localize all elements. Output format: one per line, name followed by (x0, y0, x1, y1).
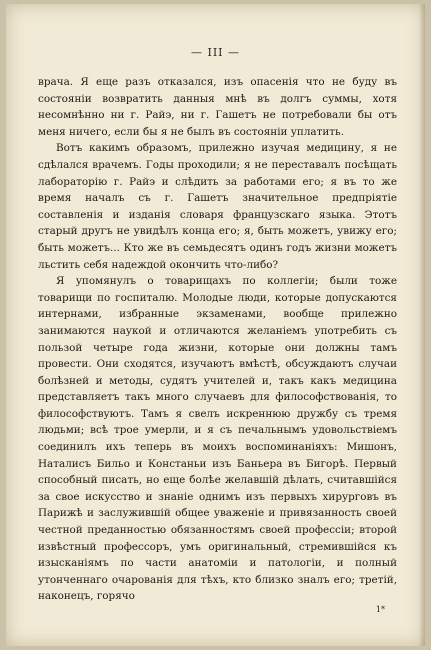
signature-mark: 1* (375, 605, 385, 614)
body-text (38, 74, 397, 605)
page-number-header: — III — (190, 46, 241, 59)
paragraph: Вотъ какимъ образомъ, прилежно изучая медицину, я не сдѣлался врачемъ. Годы проходили; я не переставалъ посѣщать лабораторію г. Райэ и слѣдить за работами его; я въ то же время началъ съ г. Гашетъ значительное предпріятіе составленія и изданія словаря французскаго языка. Этотъ старый другъ не увидѣлъ конца его; я, быть можетъ, увижу его; быть можетъ... Кто же въ семьдесятъ одинъ годъ жизни можетъ льстить себя надеждой окончить что-либо? (38, 142, 397, 271)
book-page (6, 4, 425, 646)
paragraph: врача. Я еще разъ отказался, изъ опасенія что не буду въ состояніи возвратить данныя мнѣ въ долгъ суммы, хотя несомнѣнно ни г. Райэ, ни г. Гашетъ не потребовали бы отъ меня ничего, если бы я не былъ въ состояніи уплатить. (38, 76, 397, 138)
paragraph: Я упомянулъ о товарищахъ по коллегіи; были тоже товарищи по госпиталю. Молодые люди, которые допускаются интернами, избранные экзаменами, вообще прилежно занимаются наукой и отличаются желаніемъ употребить съ пользой четыре года жизни, которые они должны тамъ провести. Они сходятся, изучаютъ вмѣстѣ, обсуждаютъ случаи болѣзней и методы, судятъ учителей и, такъ какъ медицина представляетъ такъ много случаевъ для философствованія, то философствуютъ. Тамъ я свелъ искреннюю дружбу съ тремя людьми; всѣ трое умерли, и я съ печальнымъ удовольствіемъ соединилъ ихъ теперь въ моихъ воспоминаніяхъ: Мишонъ, Наталисъ Бильо и Констаньи изъ Баньера въ Бигорѣ. Первый способный писать, но еще болѣе желавшій дѣлать, считавшійся за свое искусство и знаніе однимъ изъ первыхъ хирурговъ въ Парижѣ и заслужившій общее уваженіе и привязанность своей честной преданностью обязанностямъ своей профессіи; второй извѣстный профессоръ, умъ оригинальный, стремившійся къ изысканіямъ по части анатоміи и патологіи, и полный утонченнаго очарованія для тѣхъ, кто близко зналъ его; третій, наконецъ, горячо (38, 275, 397, 603)
page-edge-shadow (419, 4, 425, 646)
